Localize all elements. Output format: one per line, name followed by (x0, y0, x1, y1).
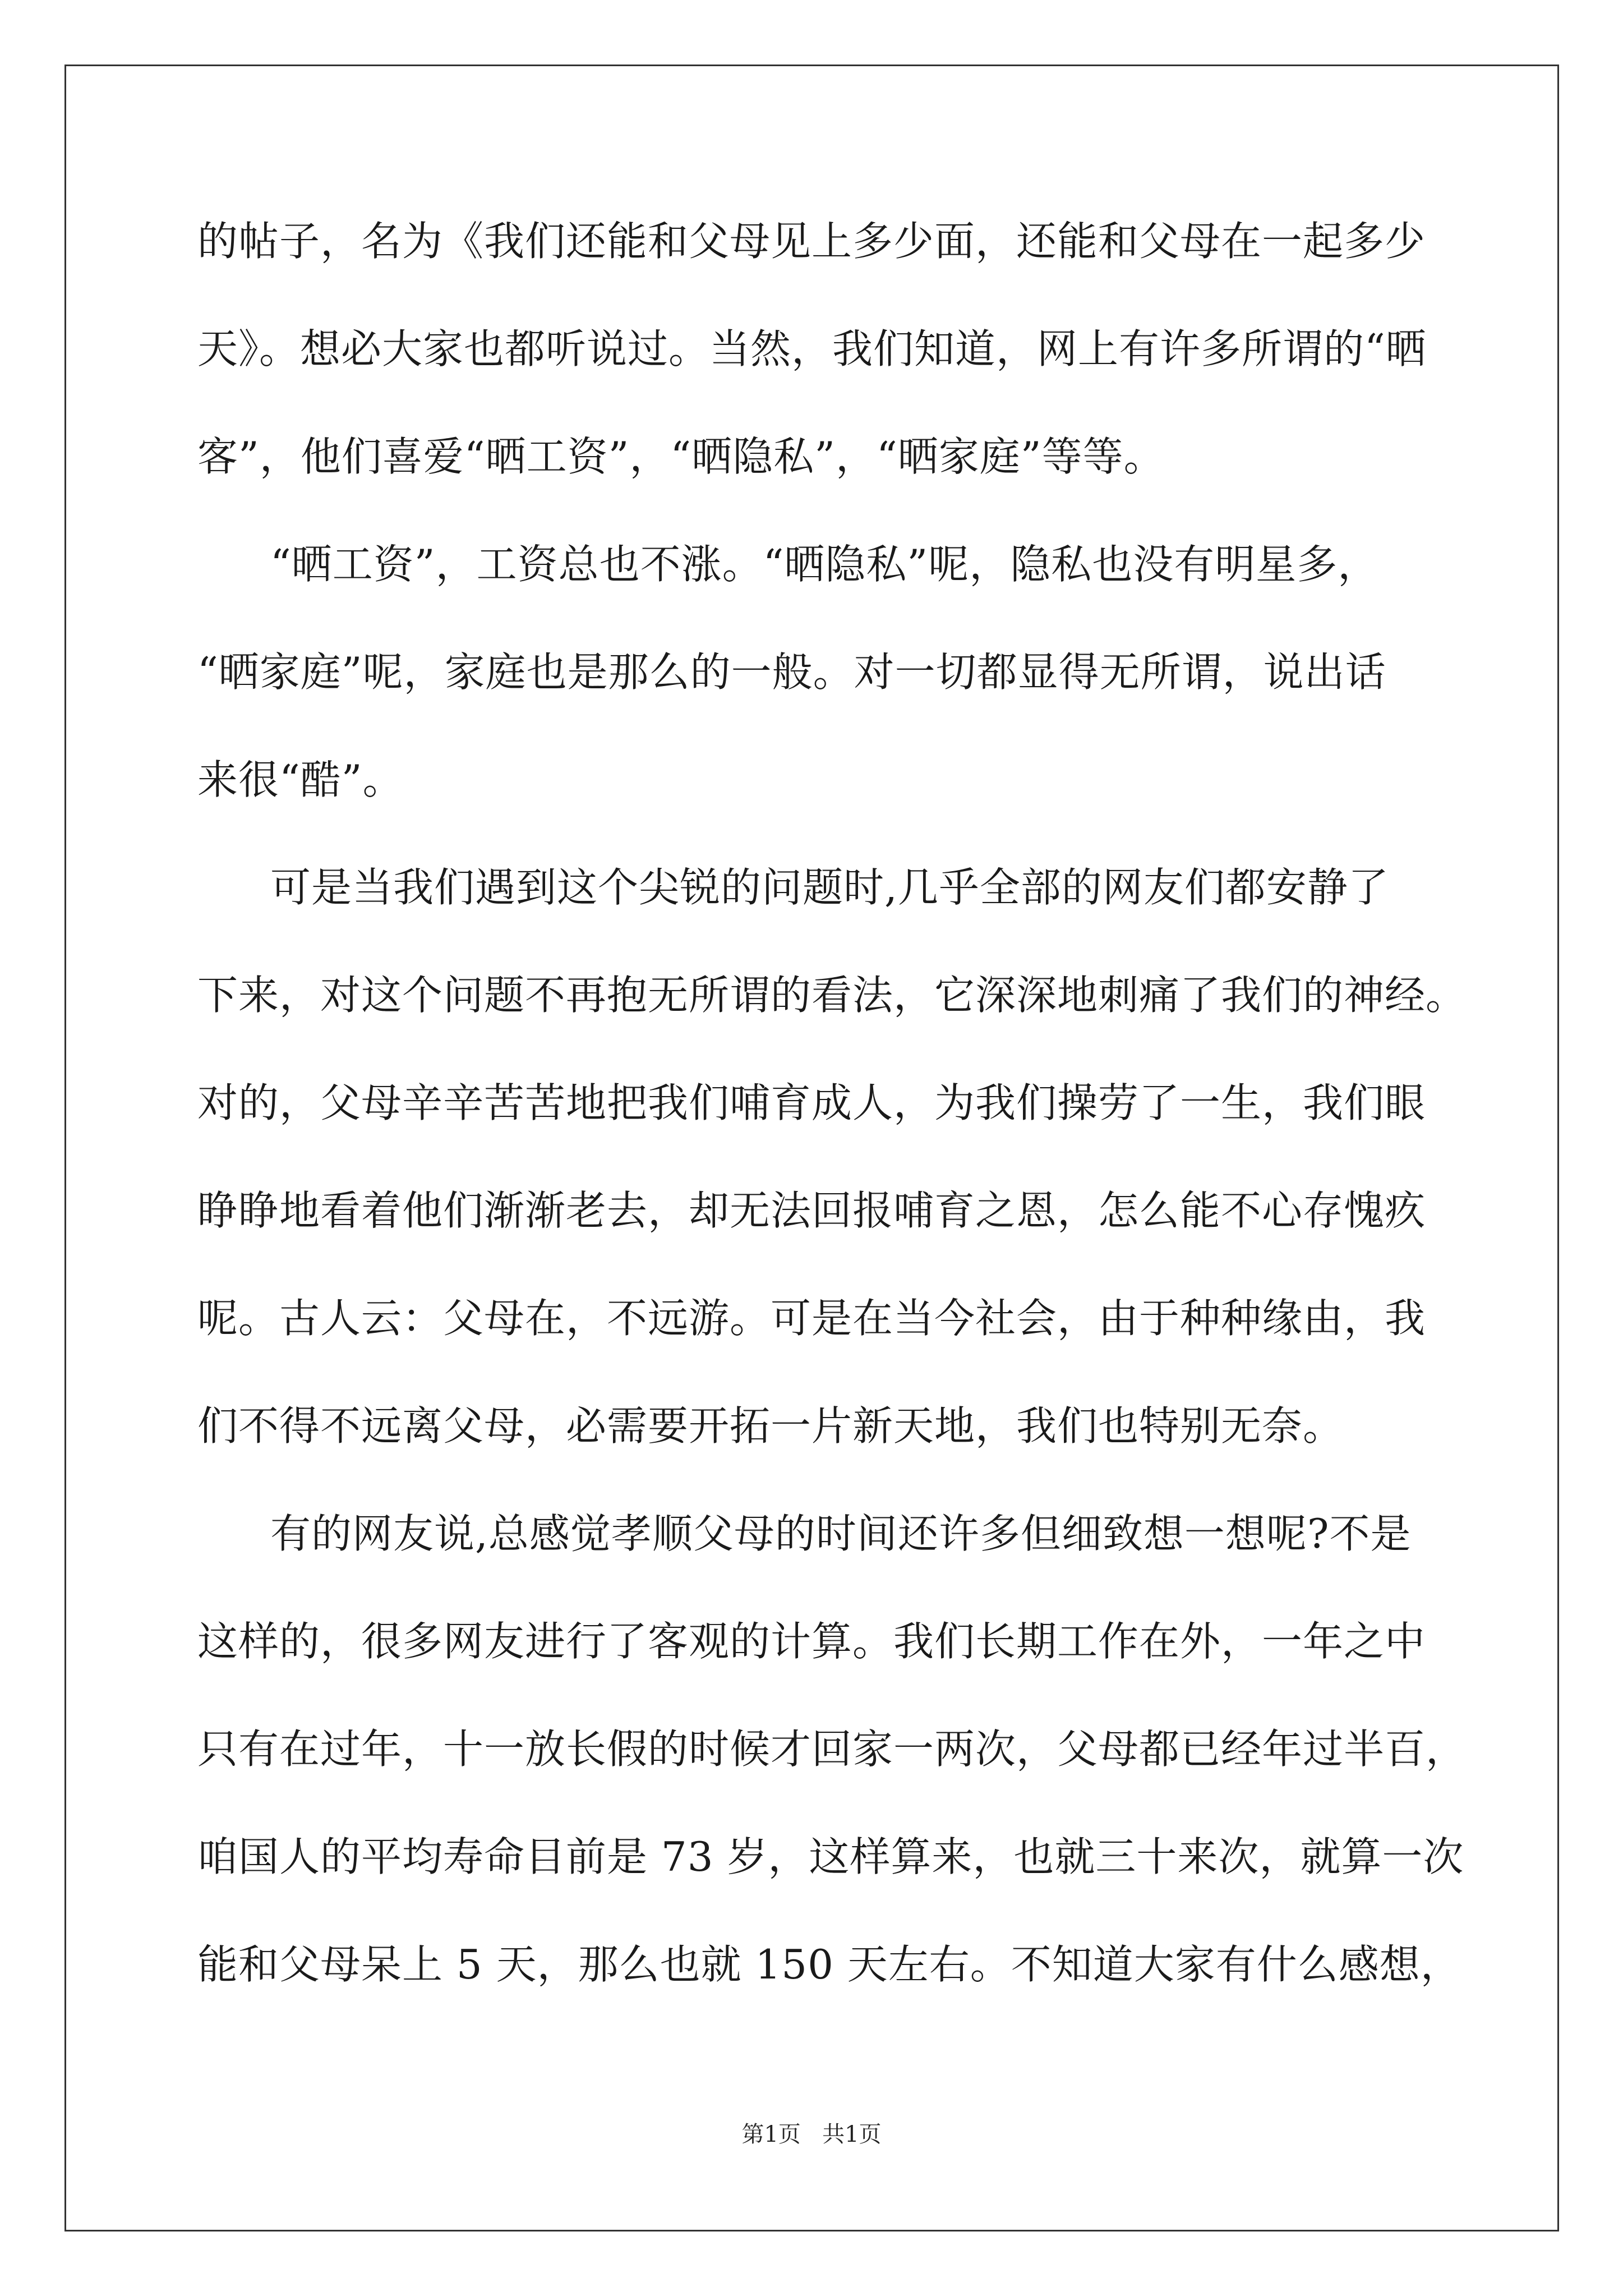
paragraph-start-line: “晒工资”，工资总也不涨。“晒隐私”呢，隐私也没有明星多， (270, 541, 1379, 588)
text-line: 呢。古人云：父母在，不远游。可是在当今社会，由于种种缘由，我 (197, 1295, 1426, 1342)
text-line: 的帖子，名为《我们还能和父母见上多少面，还能和父母在一起多少 (197, 218, 1426, 265)
page-number: 第1页 (741, 2122, 801, 2147)
text-line: “晒家庭”呢，家庭也是那么的一般。对一切都显得无所谓，说出话 (197, 648, 1386, 696)
text-line: 对的，父母辛辛苦苦地把我们哺育成人，为我们操劳了一生，我们眼 (197, 1079, 1426, 1126)
paragraph-start-line: 有的网友说,总感觉孝顺父母的时间还许多但细致想一想呢?不是 (270, 1510, 1412, 1557)
text-line: 这样的，很多网友进行了客观的计算。我们长期工作在外，一年之中 (197, 1618, 1426, 1665)
text-line: 睁睁地看着他们渐渐老去，却无法回报哺育之恩，怎么能不心存愧疚 (197, 1187, 1426, 1234)
text-line: 客”，他们喜爱“晒工资”，“晒隐私”，“晒家庭”等等。 (197, 433, 1165, 480)
page-border (64, 65, 1559, 2231)
text-line: 来很“酷”。 (197, 756, 404, 803)
text-line: 能和父母呆上 5 天，那么也就 150 天左右。不知道大家有什么感想， (197, 1941, 1461, 1988)
page-footer (0, 2118, 1623, 2151)
text-line: 们不得不远离父母，必需要开拓一片新天地，我们也特别无奈。 (197, 1402, 1344, 1450)
paragraph-start-line: 可是当我们遇到这个尖锐的问题时,几乎全部的网友们都安静了 (270, 864, 1389, 911)
page-total: 共1页 (822, 2122, 882, 2147)
text-line: 天》。想必大家也都听说过。当然，我们知道，网上有许多所谓的“晒 (197, 325, 1427, 372)
text-line: 咱国人的平均寿命目前是 73 岁，这样算来，也就三十来次，就算一次 (197, 1833, 1464, 1880)
text-line: 下来，对这个问题不再抱无所谓的看法，它深深地刺痛了我们的神经。 (197, 972, 1467, 1019)
text-line: 只有在过年，十一放长假的时候才回家一两次，父母都已经年过半百， (197, 1726, 1467, 1773)
